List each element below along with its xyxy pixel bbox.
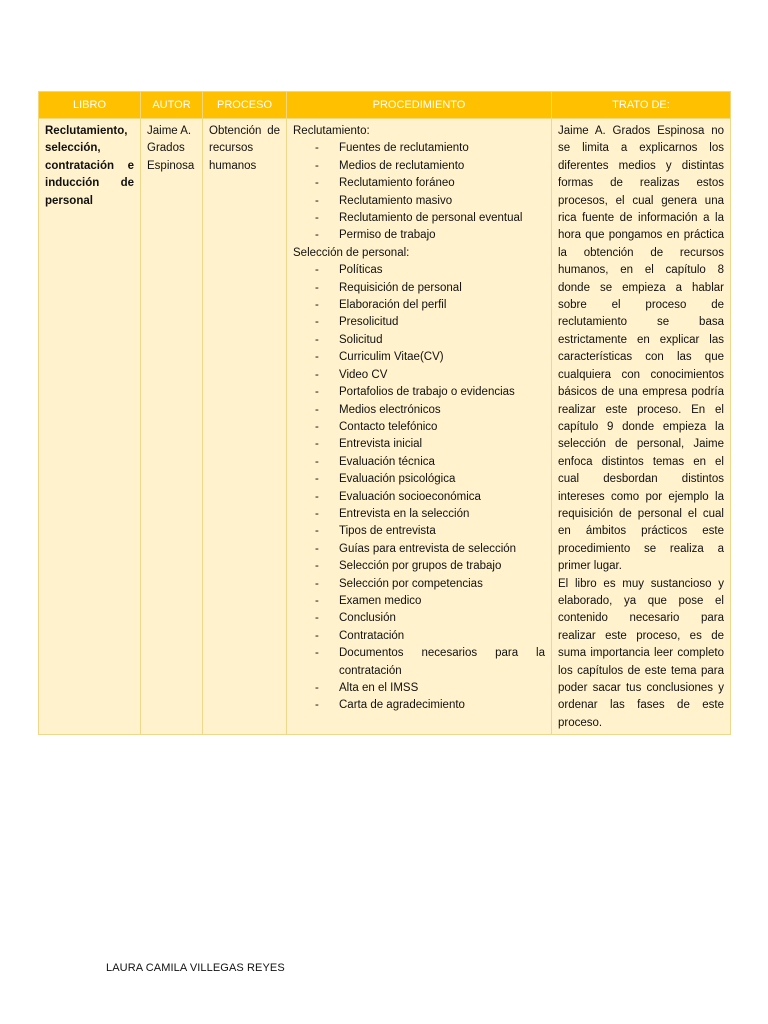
dash-bullet-icon: - — [315, 473, 319, 486]
dash-bullet-icon: - — [315, 333, 319, 346]
list-item — [293, 227, 545, 244]
dash-bullet-icon: - — [315, 194, 319, 207]
list-item-label: Tipos de entrevista — [339, 525, 436, 538]
header-procedimiento: PROCEDIMIENTO — [287, 92, 552, 119]
list-item-label: Carta de agradecimiento — [339, 699, 465, 712]
dash-bullet-icon: - — [315, 507, 319, 520]
dash-bullet-icon: - — [315, 159, 319, 172]
dash-bullet-icon: - — [315, 420, 319, 433]
list-item — [293, 576, 545, 593]
list-item — [293, 558, 545, 575]
list-item — [293, 297, 545, 314]
header-autor: AUTOR — [141, 92, 203, 119]
list-item-label: Reclutamiento masivo — [339, 194, 453, 207]
dash-bullet-icon: - — [315, 490, 319, 503]
list-item-label: Documentos necesarios para la contratación — [339, 647, 545, 677]
review-table — [38, 91, 731, 735]
list-item-label: Medios electrónicos — [339, 403, 441, 416]
dash-bullet-icon: - — [315, 264, 319, 277]
list-item-label: Medios de reclutamiento — [339, 159, 465, 172]
list-item — [293, 262, 545, 279]
list-item-label: Presolicitud — [339, 316, 399, 329]
list-item-label: Políticas — [339, 264, 383, 277]
dash-bullet-icon: - — [315, 177, 319, 190]
list-item-label: Permiso de trabajo — [339, 229, 436, 242]
list-item-label: Guías para entrevista de selección — [339, 542, 517, 555]
list-item-label: Evaluación socioeconómica — [339, 490, 481, 503]
list-item — [293, 436, 545, 453]
dash-bullet-icon: - — [315, 316, 319, 329]
dash-bullet-icon: - — [315, 351, 319, 364]
list-item — [293, 402, 545, 419]
cell-autor: Jaime A. Grados Espinosa — [141, 119, 203, 735]
list-item-label: Alta en el IMSS — [339, 682, 419, 694]
cell-procedimiento — [287, 119, 552, 735]
list-item-label: Evaluación psicológica — [339, 473, 456, 486]
list-item — [293, 280, 545, 297]
reclutamiento-list — [293, 140, 545, 244]
list-item-label: Entrevista en la selección — [339, 507, 470, 520]
dash-bullet-icon: - — [315, 699, 319, 712]
list-item-label: Selección por competencias — [339, 577, 483, 590]
list-item-label: Examen medico — [339, 594, 422, 607]
list-item — [293, 210, 545, 227]
list-item — [293, 314, 545, 331]
dash-bullet-icon: - — [315, 281, 319, 294]
list-item — [293, 384, 545, 401]
list-item — [293, 697, 545, 714]
list-item — [293, 541, 545, 558]
list-item-label: Portafolios de trabajo o evidencias — [339, 386, 515, 399]
list-item — [293, 471, 545, 488]
list-item — [293, 158, 545, 175]
cell-libro: Reclutamiento, selección, contratación e inducción de personal — [39, 119, 141, 735]
list-item — [293, 175, 545, 192]
list-item — [293, 489, 545, 506]
list-item — [293, 593, 545, 610]
dash-bullet-icon: - — [315, 403, 319, 416]
dash-bullet-icon: - — [315, 594, 319, 607]
list-item-label: Evaluación técnica — [339, 455, 435, 468]
list-item — [293, 645, 545, 680]
list-item-label: Elaboración del perfil — [339, 299, 447, 312]
dash-bullet-icon: - — [315, 525, 319, 538]
dash-bullet-icon: - — [315, 455, 319, 468]
list-item — [293, 610, 545, 627]
list-item-label: Conclusión — [339, 612, 396, 625]
dash-bullet-icon: - — [315, 682, 319, 694]
list-item — [293, 506, 545, 523]
dash-bullet-icon: - — [315, 629, 319, 642]
trato-paragraph-2: El libro es muy sustancioso y elaborado, ya que pose el contenido necesario para realizar este proceso, es de suma importancia leer completo los capítulos de este tema para poder sacar tus conclusiones y ordenar las fases de este proceso. — [558, 577, 724, 729]
list-item-label: Reclutamiento foráneo — [339, 177, 455, 190]
list-item — [293, 332, 545, 349]
dash-bullet-icon: - — [315, 229, 319, 242]
table-row — [39, 119, 731, 735]
author-footer: LAURA CAMILA VILLEGAS REYES — [106, 962, 285, 974]
list-item — [293, 680, 545, 697]
list-item-label: Curriculim Vitae(CV) — [339, 351, 444, 364]
list-item — [293, 367, 545, 384]
list-item-label: Reclutamiento de personal eventual — [339, 212, 523, 225]
dash-bullet-icon: - — [315, 212, 319, 225]
dash-bullet-icon: - — [315, 386, 319, 399]
dash-bullet-icon: - — [315, 647, 319, 660]
list-item-label: Contacto telefónico — [339, 420, 438, 433]
seleccion-list — [293, 262, 545, 715]
list-item — [293, 193, 545, 210]
list-item-label: Contratación — [339, 629, 405, 642]
section-title-seleccion: Selección de personal: — [293, 246, 410, 259]
list-item — [293, 523, 545, 540]
list-item-label: Video CV — [339, 368, 388, 381]
list-item — [293, 628, 545, 645]
section-title-reclutamiento: Reclutamiento: — [293, 125, 370, 137]
dash-bullet-icon: - — [315, 542, 319, 555]
trato-paragraph-1: Jaime A. Grados Espinosa no se limita a explicarnos los diferentes medios y distintas formas de realizas estos procesos, el cual genera una rica fuente de información a la hora que pongamos en práctica la obtención de recursos humanos, en el capítulo 8 donde se empieza a hablar sobre el proceso de reclutamiento se basa estrictamente en explicar las características con las que cualquiera con conocimientos básicos de una empresa podría realizar este proceso. En el capítulo 9 donde empieza la selección de personal, Jaime enfoca distintos temas en el cual desbordan distintos intereses como por ejemplo la requisición de personal el cual en ámbitos prácticos este procedimiento se realiza a primer lugar. — [558, 125, 724, 573]
header-proceso: PROCESO — [203, 92, 287, 119]
list-item — [293, 419, 545, 436]
header-trato-de: TRATO DE: — [552, 92, 731, 119]
list-item — [293, 454, 545, 471]
header-row — [39, 92, 731, 119]
cell-trato-de — [552, 119, 731, 735]
list-item — [293, 140, 545, 157]
list-item-label: Selección por grupos de trabajo — [339, 560, 502, 573]
dash-bullet-icon: - — [315, 438, 319, 451]
list-item-label: Fuentes de reclutamiento — [339, 142, 469, 155]
dash-bullet-icon: - — [315, 612, 319, 625]
list-item-label: Entrevista inicial — [339, 438, 423, 451]
cell-proceso: Obtención de recursos humanos — [203, 119, 287, 735]
dash-bullet-icon: - — [315, 299, 319, 312]
list-item-label: Requisición de personal — [339, 281, 462, 294]
list-item-label: Solicitud — [339, 333, 383, 346]
dash-bullet-icon: - — [315, 577, 319, 590]
header-libro: LIBRO — [39, 92, 141, 119]
dash-bullet-icon: - — [315, 368, 319, 381]
list-item — [293, 349, 545, 366]
dash-bullet-icon: - — [315, 142, 319, 155]
dash-bullet-icon: - — [315, 560, 319, 573]
